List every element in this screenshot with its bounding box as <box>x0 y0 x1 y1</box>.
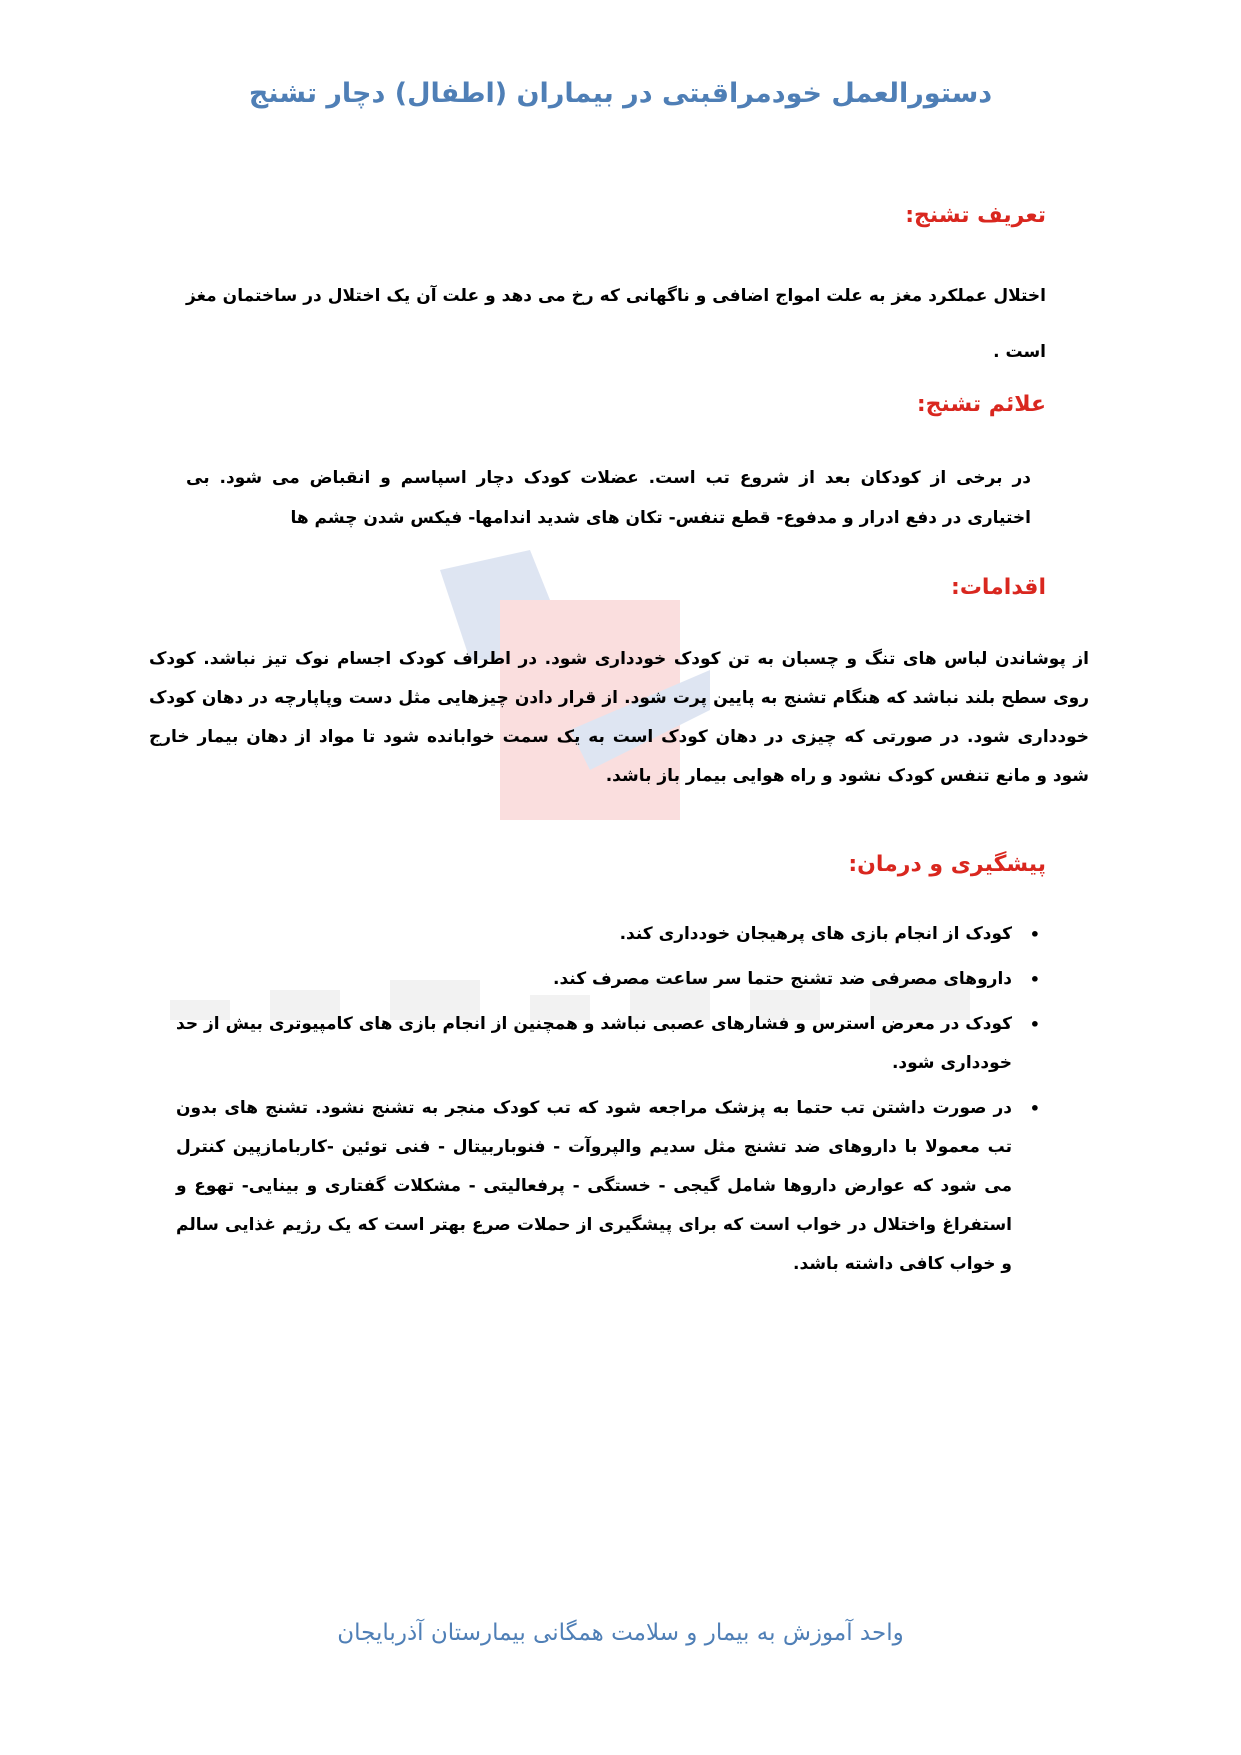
list-item-text: داروهای مصرفی ضد تشنج حتما سر ساعت مصرف کند. <box>553 969 1012 989</box>
list-item <box>176 1089 1046 1284</box>
bullet-icon: • <box>1029 925 1040 944</box>
section-heading-definition: تعریف تشنج: <box>905 203 1046 228</box>
section-heading-symptoms: علائم تشنج: <box>916 392 1046 417</box>
bullet-icon: • <box>1029 1015 1040 1034</box>
section-heading-prevention: پیشگیری و درمان: <box>848 852 1046 877</box>
section-text-actions: از پوشاندن لباس های تنگ و چسبان به تن کودک خودداری شود. در اطراف کودک اجسام نوک تیز نباشد. کودک روی سطح بلند نباشد که هنگام تشنج به پایین پرت شود. از قرار دادن چیزهایی مثل دست وپاپارچه در دهان کودک خودداری شود. در صورتی که چیزی در دهان کودک است به یک سمت خوابانده شود تا مواد از دهان بیمار خارج شود و مانع تنفس کودک نشود و راه هوایی بیمار باز باشد. <box>149 649 1089 786</box>
section-text-symptoms: در برخی از کودکان بعد از شروع تب است. عضلات کودک دچار اسپاسم و انقباض می شود. بی اختیاری در دفع ادرار و مدفوع- قطع تنفس- تکان های شدید اندامها- فیکس شدن چشم ها <box>186 468 1031 528</box>
section-text-definition: اختلال عملکرد مغز به علت امواج اضافی و ناگهانی که رخ می دهد و علت آن یک اختلال در ساختمان مغز است . <box>186 286 1046 362</box>
list-item <box>176 1005 1046 1083</box>
bullet-icon: • <box>1029 1099 1040 1118</box>
list-item <box>176 960 1046 999</box>
list-item-text: کودک از انجام بازی های پرهیجان خودداری کند. <box>619 924 1012 944</box>
list-item-text: در صورت داشتن تب حتما به پزشک مراجعه شود که تب کودک منجر به تشنج نشود. تشنج های بدون تب معمولا با داروهای ضد تشنج مثل سدیم والپروآت - فنوباربیتال - فنی توئین -کاربامازپین کنترل می شود که عوارض داروها شامل گیجی - خستگی - پرفعالیتی - مشکلات گفتاری و بینایی- تهوع و استفراغ واختلال در خواب است که برای پیشگیری از حملات صرع بهتر است که یک رژیم غذایی سالم و خواب کافی داشته باشد. <box>176 1098 1012 1274</box>
document-title: دستورالعمل خودمراقبتی در بیماران (اطفال) دچار تشنج <box>248 78 993 109</box>
list-item <box>176 915 1046 954</box>
bullet-icon: • <box>1029 970 1040 989</box>
section-heading-actions: اقدامات: <box>951 575 1046 600</box>
document-footer: واحد آموزش به بیمار و سلامت همگانی بیمارستان آذربایجان <box>337 1620 904 1646</box>
list-item-text: کودک در معرض استرس و فشارهای عصبی نباشد و همچنین از انجام بازی های کامپیوتری بیش از حد خودداری شود. <box>176 1014 1012 1073</box>
prevention-list <box>176 915 1046 1290</box>
